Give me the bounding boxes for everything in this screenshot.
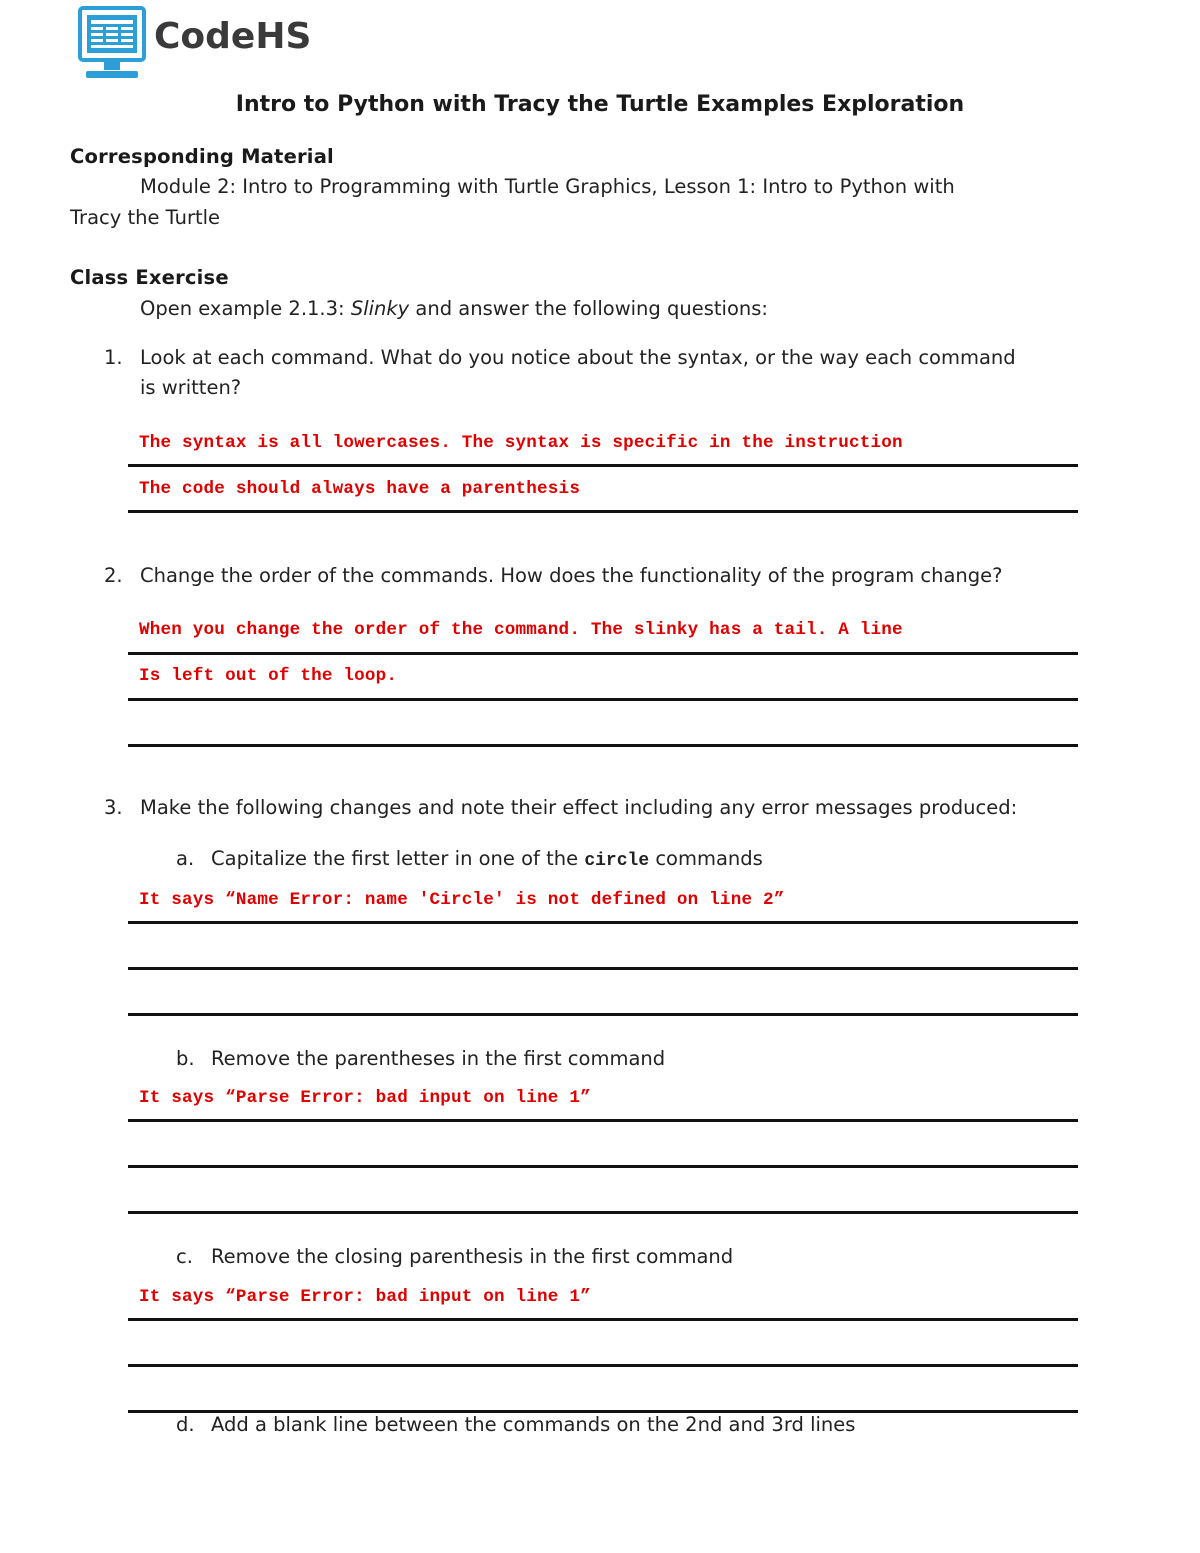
question-1-line-2: is written? [140,376,242,399]
answer-2-line-2: Is left out of the loop. [139,666,398,686]
answer-3a: It says “Name Error: name 'Circle' is not defined on line 2” [139,890,785,910]
answer-rule [128,698,1078,701]
exercise-heading: Class Exercise [70,266,229,289]
part-b-text: Remove the parentheses in the first command [211,1047,666,1070]
page-title: Intro to Python with Tracy the Turtle Examples Exploration [235,92,965,117]
question-3-line-1: Make the following changes and note their effect including any error messages produced: [140,796,1018,819]
answer-rule [128,510,1078,513]
answer-1-line-1: The syntax is all lowercases. The syntax is specific in the instruction [139,433,903,453]
answer-rule [128,967,1078,970]
codehs-logo [78,6,310,82]
intro-text-b: and answer the following questions: [409,297,768,320]
part-a-code: circle [584,851,650,871]
corresponding-line-1: Module 2: Intro to Programming with Turtle Graphics, Lesson 1: Intro to Python with [140,175,955,198]
part-b-letter: b. [176,1047,195,1070]
answer-rule [128,1364,1078,1367]
exercise-intro [140,297,768,320]
answer-2-line-1: When you change the order of the command. The slinky has a tail. A line [139,620,903,640]
answer-rule [128,921,1078,924]
question-2-line-1: Change the order of the commands. How does the functionality of the program change? [140,564,1003,587]
intro-text-a: Open example [140,297,289,320]
corresponding-heading: Corresponding Material [70,145,334,168]
answer-rule [128,1013,1078,1016]
intro-example-number: 2.1.3: [288,297,351,320]
part-a-letter: a. [176,847,195,870]
answer-3b: It says “Parse Error: bad input on line 1” [139,1088,591,1108]
part-a-text-b: commands [649,847,763,870]
answer-rule [128,1318,1078,1321]
answer-rule [128,464,1078,467]
part-a-text-a: Capitalize the first letter in one of the [211,847,585,870]
answer-rule [128,652,1078,655]
answer-rule [128,1165,1078,1168]
intro-example-name: Slinky [350,297,410,320]
part-c-text: Remove the closing parenthesis in the first command [211,1245,734,1268]
question-1-number: 1. [104,346,123,369]
answer-3c: It says “Parse Error: bad input on line 1” [139,1287,591,1307]
answer-rule [128,1211,1078,1214]
part-c-letter: c. [176,1245,193,1268]
answer-rule [128,744,1078,747]
question-2-number: 2. [104,564,123,587]
part-d-text: Add a blank line between the commands on the 2nd and 3rd lines [211,1413,856,1436]
answer-1-line-2: The code should always have a parenthesis [139,479,581,499]
answer-rule [128,1119,1078,1122]
question-3-number: 3. [104,796,123,819]
part-d-letter: d. [176,1413,195,1436]
question-1-line-1: Look at each command. What do you notice about the syntax, or the way each command [140,346,1016,369]
corresponding-line-2: Tracy the Turtle [70,206,221,229]
logo-wordmark: CodeHS [154,16,312,57]
part-a-text [211,847,763,871]
